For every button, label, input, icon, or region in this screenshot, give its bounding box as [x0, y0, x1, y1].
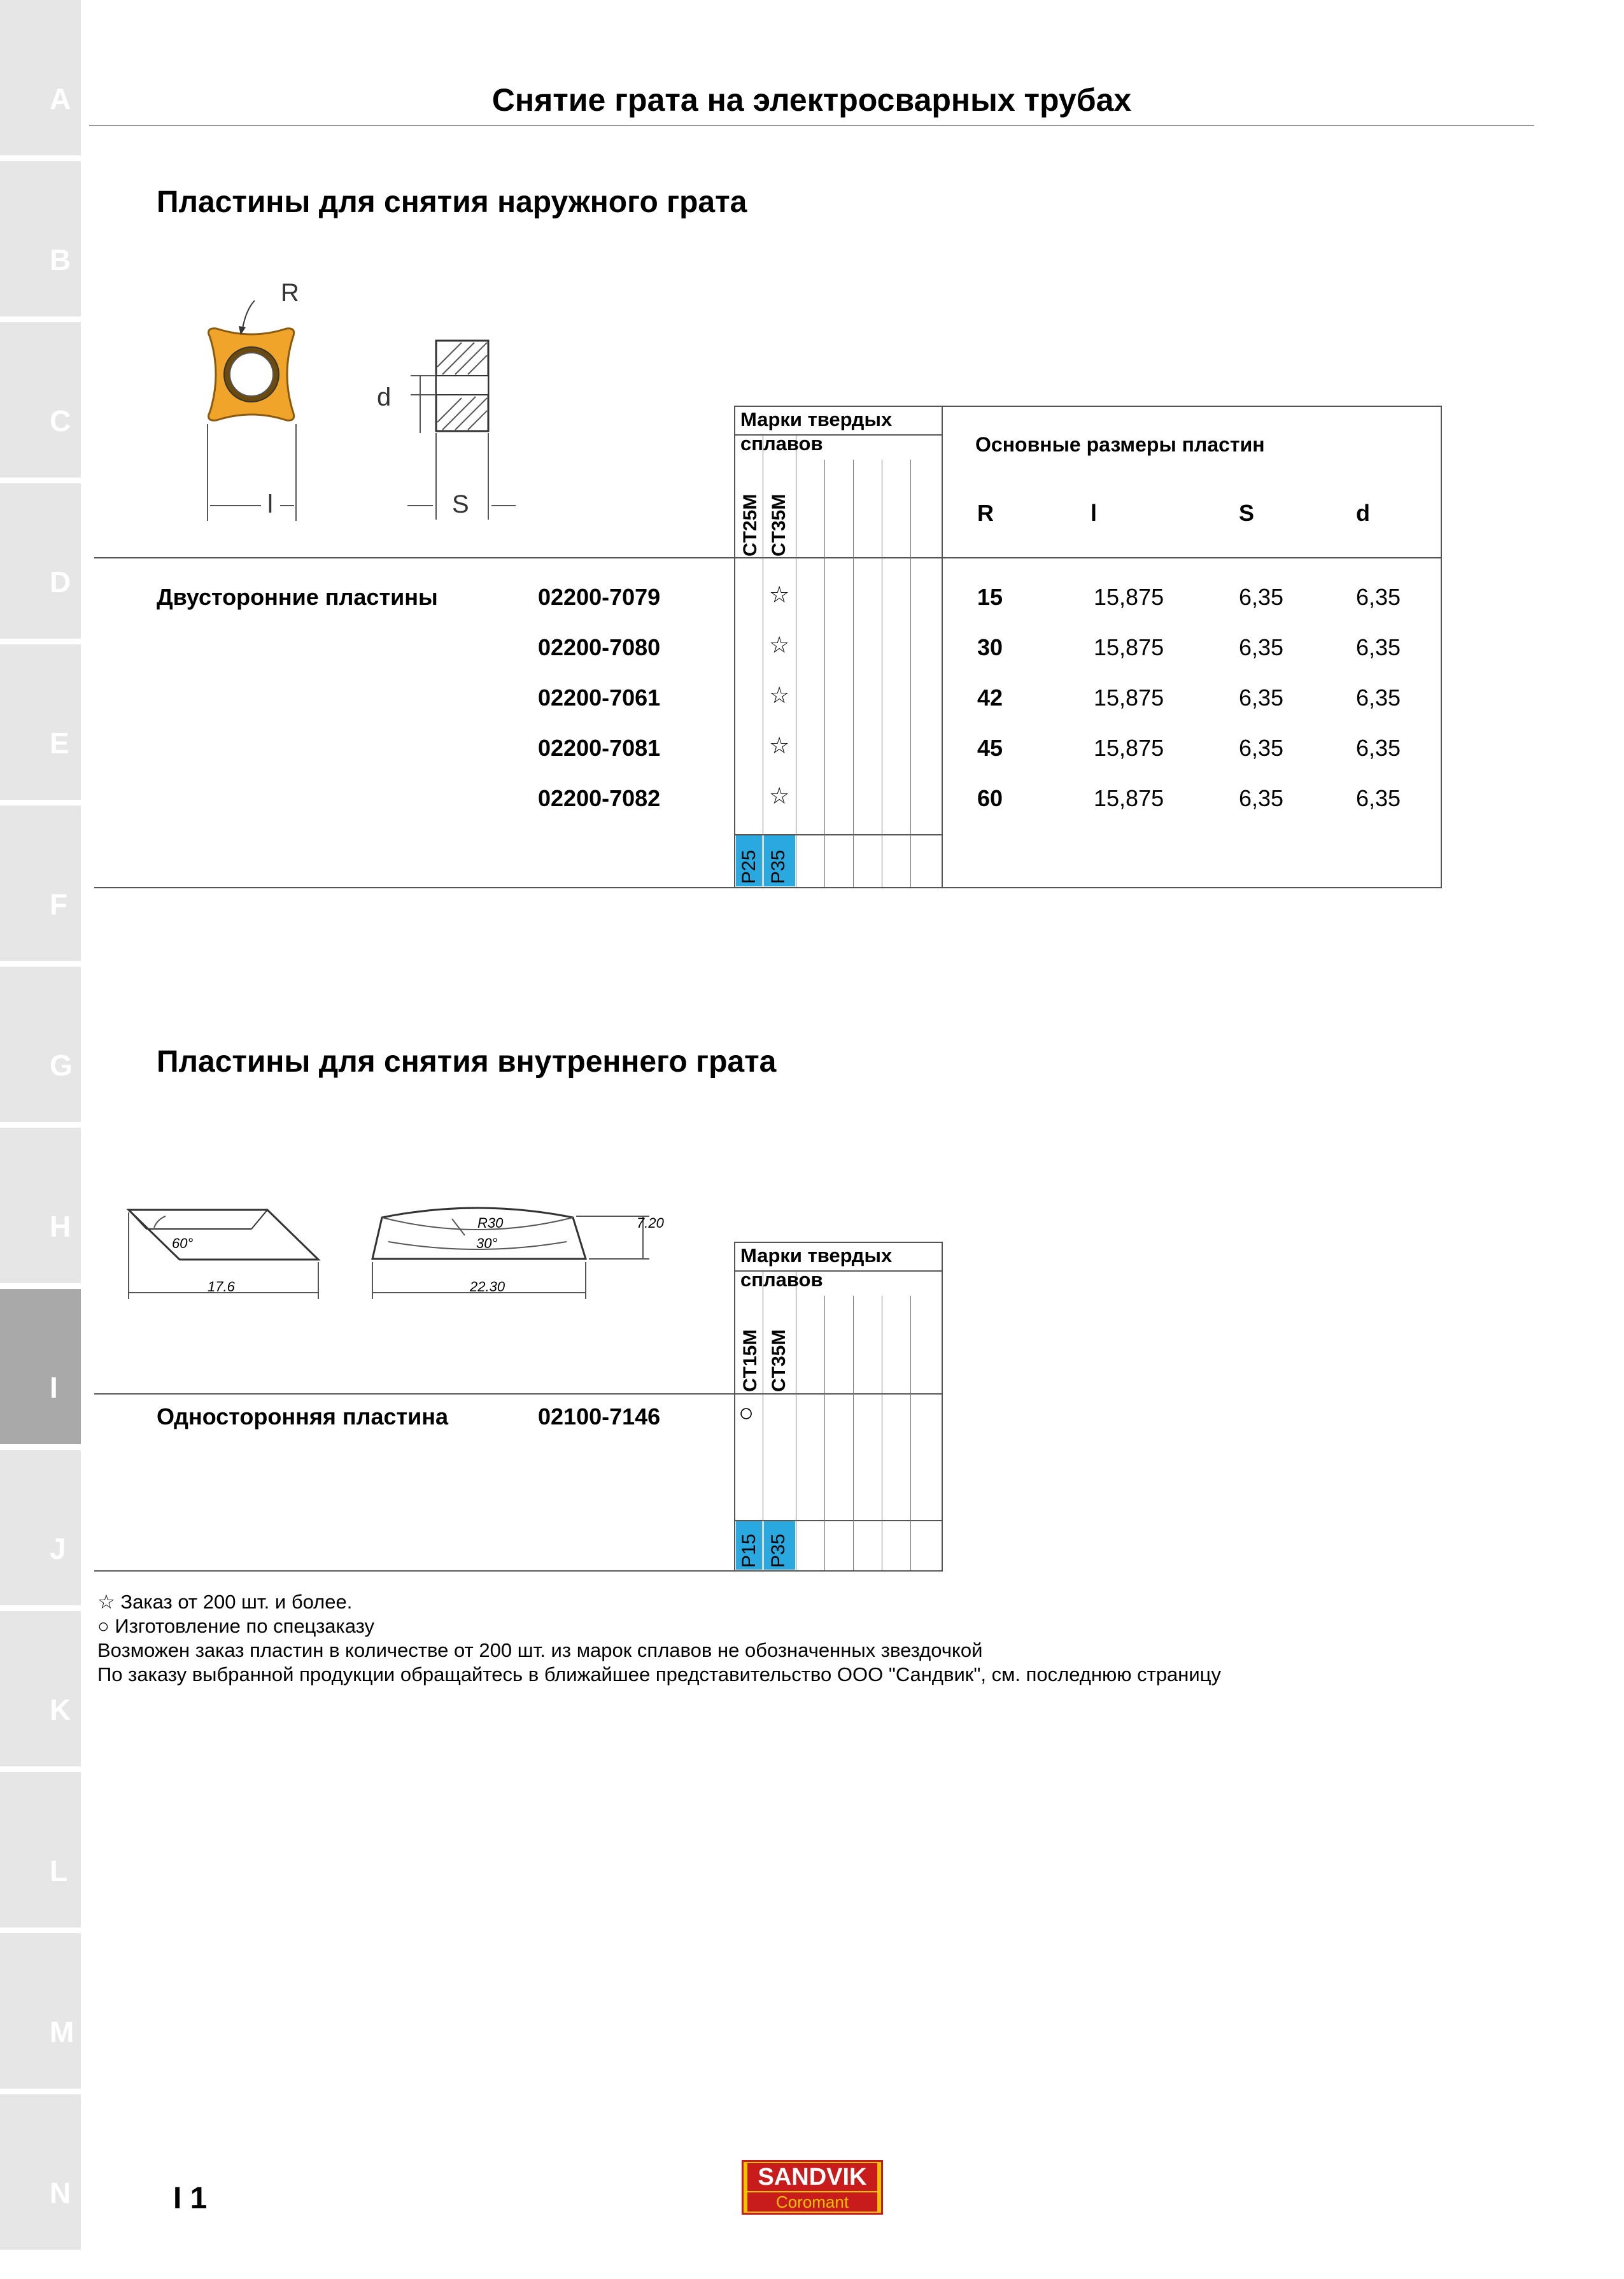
value-d: 6,35 [1356, 735, 1401, 761]
row-label-double-sided: Двусторонние пластины [157, 584, 438, 610]
iso-p35: P35 [768, 849, 789, 884]
side-tab-n[interactable]: N [0, 2094, 81, 2250]
side-tab-k[interactable]: K [0, 1611, 81, 1766]
label-radius: R30 [477, 1215, 504, 1231]
table1-grades-header: Марки твердых сплавов [740, 408, 893, 455]
value-s: 6,35 [1239, 634, 1284, 660]
side-index [0, 0, 81, 2279]
circle-icon: ○ [97, 1615, 109, 1637]
side-tab-m[interactable]: M [0, 1933, 81, 2089]
value-s: 6,35 [1239, 685, 1284, 711]
outer-insert-drawing [191, 274, 547, 522]
star-icon: ☆ [769, 632, 790, 658]
label-angle60: 60° [172, 1235, 194, 1251]
value-l: 15,875 [1094, 584, 1164, 610]
item-code[interactable]: 02200-7061 [538, 685, 661, 711]
side-tab-c[interactable]: C [0, 322, 81, 478]
value-r: 60 [977, 785, 1003, 811]
footnote-line4: По заказу выбранной продукции обращайтесь в ближайшее представительство ООО "Сандвик", см. последнюю страницу [97, 1663, 1221, 1686]
label-height: 7.20 [637, 1215, 664, 1231]
side-tab-g[interactable]: G [0, 967, 81, 1122]
table2-grades-header: Марки твердых сплавов [740, 1244, 893, 1291]
col-s: S [1239, 500, 1255, 526]
iso-p35-2: P35 [768, 1533, 789, 1568]
side-tab-j[interactable]: J [0, 1450, 81, 1605]
grade-ct35m: CT35M [768, 493, 789, 557]
col-l: l [1091, 500, 1098, 526]
iso-p25: P25 [738, 849, 759, 884]
value-r: 30 [977, 634, 1003, 660]
table2-top-rule [734, 1242, 943, 1243]
value-d: 6,35 [1356, 785, 1401, 811]
value-r: 45 [977, 735, 1003, 761]
footnote-line3: Возможен заказ пластин в количестве от 200 шт. из марок сплавов не обозначенных звездочкой [97, 1639, 983, 1661]
value-s: 6,35 [1239, 785, 1284, 811]
footnote-circle: ○ Изготовление по спецзаказу [97, 1615, 375, 1637]
value-s: 6,35 [1239, 584, 1284, 610]
grade-ct25m: CT25M [740, 493, 761, 557]
label-r: R [281, 279, 299, 307]
table1-left-border [734, 406, 735, 888]
section2-title: Пластины для снятия внутреннего грата [157, 1045, 777, 1079]
value-l: 15,875 [1094, 735, 1164, 761]
label-angle30: 30° [476, 1235, 498, 1251]
table1-mid-border [942, 406, 943, 888]
title-rule [89, 125, 1534, 126]
label-width2: 22.30 [470, 1279, 505, 1295]
label-width1: 17.6 [208, 1279, 235, 1295]
inner-insert-drawing [121, 1191, 694, 1331]
table1-right-border [1441, 406, 1442, 888]
value-s: 6,35 [1239, 735, 1284, 761]
footnote-star: ☆ Заказ от 200 шт. и более. [97, 1591, 353, 1613]
item-code[interactable]: 02100-7146 [538, 1403, 661, 1430]
col-d: d [1356, 500, 1370, 526]
item-code[interactable]: 02200-7081 [538, 735, 661, 761]
value-l: 15,875 [1094, 785, 1164, 811]
side-tab-l[interactable]: L [0, 1772, 81, 1928]
item-code[interactable]: 02200-7080 [538, 634, 661, 660]
sandvik-logo: SANDVIK Coromant [742, 2160, 883, 2215]
col-r: R [977, 500, 994, 526]
side-tab-f[interactable]: F [0, 806, 81, 961]
item-code[interactable]: 02200-7079 [538, 584, 661, 610]
table1-header-rule [94, 557, 1442, 558]
star-icon: ☆ [769, 682, 790, 708]
side-tab-e[interactable]: E [0, 644, 81, 800]
circle-icon: ○ [738, 1399, 754, 1427]
value-d: 6,35 [1356, 584, 1401, 610]
row-label-single-sided: Односторонняя пластина [157, 1403, 449, 1430]
value-r: 42 [977, 685, 1003, 711]
star-icon: ☆ [769, 783, 790, 809]
value-d: 6,35 [1356, 634, 1401, 660]
value-l: 15,875 [1094, 634, 1164, 660]
side-tab-a[interactable]: A [0, 0, 81, 155]
side-tab-d[interactable]: D [0, 483, 81, 639]
label-s: S [452, 490, 469, 518]
inner-insert-left [129, 1210, 318, 1260]
page-title: Снятие грата на электросварных трубах [491, 82, 1132, 118]
insert-hole [230, 353, 273, 396]
iso-p15: P15 [738, 1533, 759, 1568]
value-d: 6,35 [1356, 685, 1401, 711]
table2-header-rule [94, 1393, 943, 1395]
side-tab-h[interactable]: H [0, 1128, 81, 1283]
side-tab-b[interactable]: B [0, 161, 81, 316]
star-icon: ☆ [97, 1591, 115, 1613]
star-icon: ☆ [769, 732, 790, 758]
grade-ct35m-2: CT35M [768, 1329, 789, 1392]
table1-top-rule [734, 406, 1442, 407]
grade-ct15m: CT15M [740, 1329, 761, 1392]
label-d: d [377, 383, 392, 411]
table1-dims-header: Основные размеры пластин [975, 433, 1265, 456]
value-r: 15 [977, 584, 1003, 610]
label-l: l [267, 490, 273, 518]
table1-bottom-rule [94, 887, 1442, 888]
table2-bottom-rule [94, 1570, 943, 1572]
page-number: I 1 [173, 2182, 208, 2215]
item-code[interactable]: 02200-7082 [538, 785, 661, 811]
section1-title: Пластины для снятия наружного грата [157, 185, 747, 219]
value-l: 15,875 [1094, 685, 1164, 711]
star-icon: ☆ [769, 581, 790, 607]
side-tab-i[interactable]: I [0, 1289, 81, 1444]
